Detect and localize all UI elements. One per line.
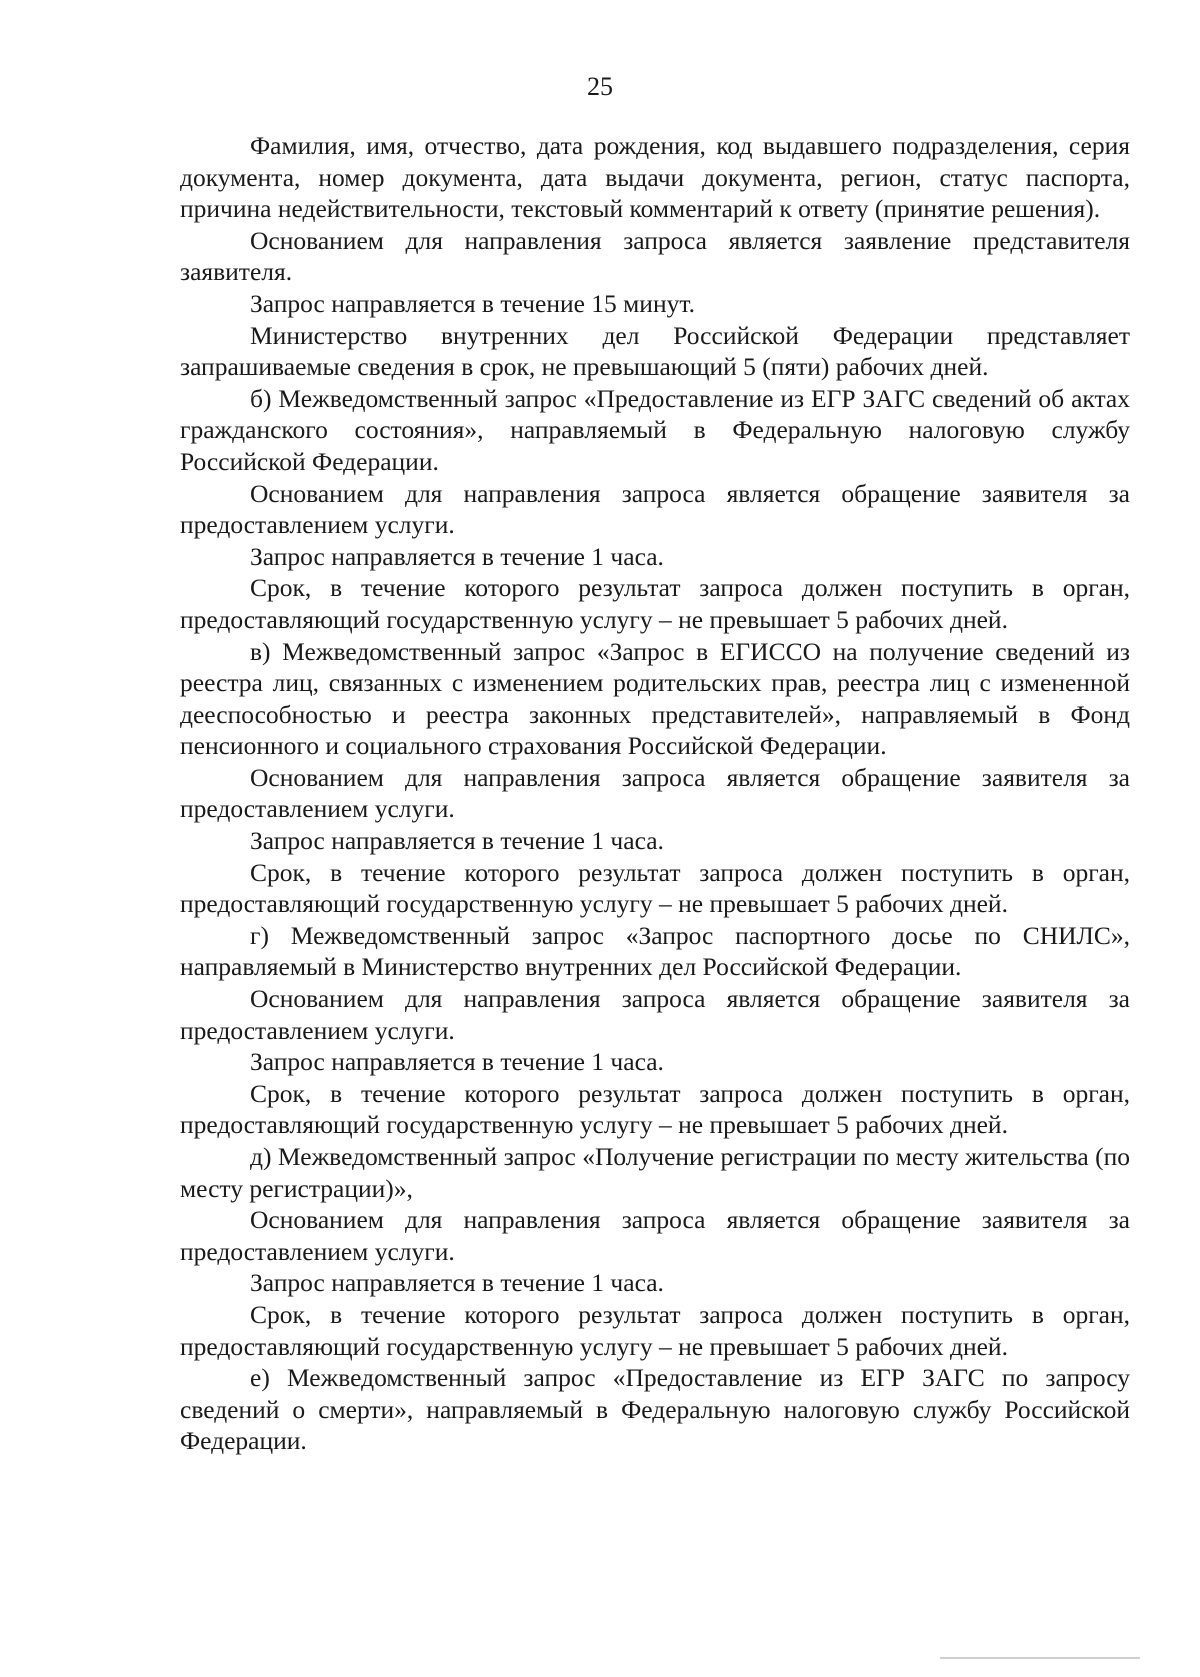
- paragraph: Запрос направляется в течение 15 минут.: [250, 288, 695, 318]
- scan-edge-mark: [940, 1657, 1140, 1659]
- paragraph: Основанием для направления запроса является обращение заявителя за предоставлением услуги.: [180, 478, 1130, 540]
- page-number: 25: [587, 72, 613, 101]
- paragraph: Срок, в течение которого результат запроса должен поступить в орган, предоставляющий государственную услугу – не превышает 5 рабочих дней.: [180, 573, 1130, 634]
- paragraph: Запрос направляется в течение 1 часа.: [250, 1047, 664, 1077]
- paragraph: Основанием для направления запроса является обращение заявителя за предоставлением услуги.: [180, 1205, 1130, 1266]
- paragraph: Министерство внутренних дел Российской Федерации представляет запрашиваемые сведения в срок, не превышающий 5 (пяти) рабочих дней.: [180, 320, 1130, 382]
- paragraph: б) Межведомственный запрос «Предоставление из ЕГР ЗАГС сведений об актах гражданского состояния», направляемый в Федеральную налоговую службу Российской Федерации.: [180, 383, 1130, 476]
- paragraph: г) Межведомственный запрос «Запрос паспортного досье по СНИЛС», направляемый в Министерство внутренних дел Российской Федерации.: [180, 920, 1130, 982]
- paragraph: Запрос направляется в течение 1 часа.: [250, 1268, 664, 1298]
- paragraph: Фамилия, имя, отчество, дата рождения, код выдавшего подразделения, серия документа, номер документа, дата выдачи документа, регион, статус паспорта, причина недействительности, текстовый комментарий к ответу (принятие решения).: [180, 131, 1130, 224]
- paragraph: Запрос направляется в течение 1 часа.: [250, 826, 664, 856]
- paragraph: Срок, в течение которого результат запроса должен поступить в орган, предоставляющий государственную услугу – не превышает 5 рабочих дней.: [180, 857, 1130, 919]
- paragraph: Основанием для направления запроса является обращение заявителя за предоставлением услуги.: [180, 762, 1130, 824]
- paragraph: Срок, в течение которого результат запроса должен поступить в орган, предоставляющий государственную услугу – не превышает 5 рабочих дней.: [180, 1299, 1130, 1361]
- document-body: [180, 130, 1130, 1457]
- paragraph: Срок, в течение которого результат запроса должен поступить в орган, предоставляющий государственную услугу – не превышает 5 рабочих дней.: [180, 1078, 1130, 1140]
- paragraph: Основанием для направления запроса является заявление представителя заявителя.: [180, 225, 1130, 287]
- paragraph: Запрос направляется в течение 1 часа.: [250, 541, 664, 571]
- paragraph: е) Межведомственный запрос «Предоставление из ЕГР ЗАГС по запросу сведений о смерти», направляемый в Федеральную налоговую службу Российской Федерации.: [180, 1363, 1130, 1456]
- paragraph: д) Межведомственный запрос «Получение регистрации по месту жительства (по месту регистрации)»,: [180, 1142, 1130, 1203]
- paragraph: в) Межведомственный запрос «Запрос в ЕГИССО на получение сведений из реестра лиц, связанных с изменением родительских прав, реестра лиц с измененной дееспособностью и реестра законных представителей», направляемый в Фонд пенсионного и социального страхования Российской Федерации.: [180, 636, 1130, 761]
- paragraph: Основанием для направления запроса является обращение заявителя за предоставлением услуги.: [180, 984, 1130, 1045]
